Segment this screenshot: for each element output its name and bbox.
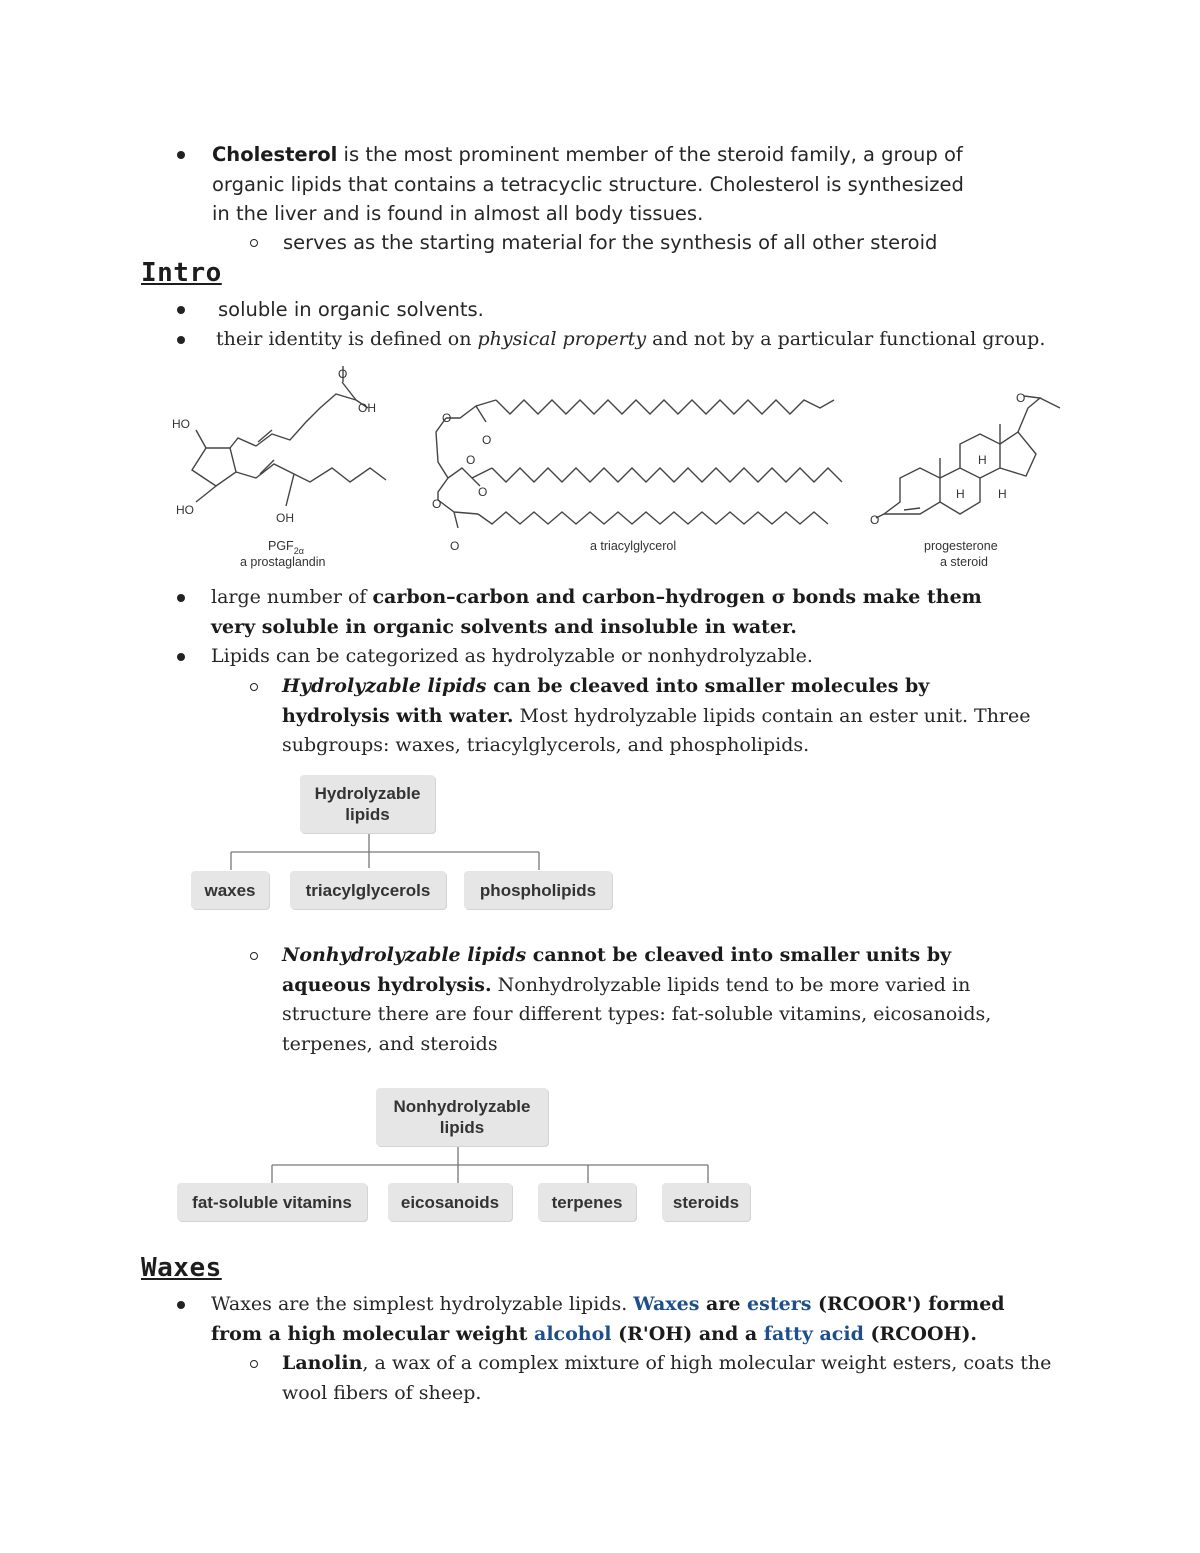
bold-text: cannot be cleaved into smaller units by [526, 944, 952, 966]
lanolin-term: Lanolin [282, 1352, 363, 1374]
bullet [177, 1301, 185, 1309]
lanolin-text [282, 1349, 1051, 1408]
text: and not by a particular functional group. [646, 328, 1046, 350]
atom-oh: OH [358, 401, 376, 415]
bullet [177, 594, 185, 602]
tree-node: triacylglycerols [290, 871, 446, 909]
bold-text: (R'OH) and a [611, 1322, 764, 1345]
text: is the most prominent member of the steroid family, a group of [337, 143, 963, 166]
sub-bullet [250, 239, 258, 247]
tag-name: a triacylglycerol [590, 539, 677, 553]
pg-upper-chain [230, 394, 356, 448]
atom-o: O [450, 539, 460, 553]
bold-text: can be cleaved into smaller molecules by [486, 675, 930, 697]
sub-bullet [250, 1360, 258, 1368]
steroid-ring-a [884, 468, 940, 514]
atom-h: H [956, 487, 965, 501]
pg-bond [196, 430, 206, 448]
categories-text: Lipids can be categorized as hydrolyzable or nonhydrolyzable. [211, 645, 813, 667]
nonhydrolyzable-text [282, 941, 991, 1059]
tree-root: Nonhydrolyzable lipids [376, 1088, 548, 1146]
pg-name: $PGF_{2\alpha}$ [268, 539, 304, 556]
pg-double-bond [260, 460, 274, 474]
tag-ester-2 [448, 468, 492, 486]
link-fatty-acid[interactable]: fatty acid [763, 1322, 864, 1345]
pg-bond [196, 486, 216, 502]
text: in the liver and is found in almost all body tissues. [212, 202, 704, 225]
atom-o: O [482, 433, 492, 447]
sub-bullet [250, 952, 258, 960]
bullet [177, 151, 185, 159]
progesterone-class: a steroid [940, 555, 988, 569]
bold-text: very soluble in organic solvents and insoluble in water. [211, 615, 797, 638]
text: Nonhydrolyzable lipids tend to be more varied in [491, 973, 971, 996]
text: structure there are four different types: fat-soluble vitamins, eicosanoids, [282, 1003, 992, 1025]
tree-connectors [268, 1147, 714, 1187]
cholesterol-paragraph [212, 140, 964, 229]
tag-chain-3 [478, 512, 828, 524]
tree-node: steroids [662, 1183, 750, 1221]
bullet [177, 306, 185, 314]
tag-ester-3 [438, 500, 478, 528]
tag-chain-2 [492, 468, 842, 482]
cholesterol-term: Cholesterol [212, 143, 338, 166]
bold-text: carbon–carbon and carbon–hydrogen σ bonds make them [372, 586, 982, 608]
tree-connectors [225, 834, 545, 874]
text: Most hydrolyzable lipids contain an ester unit. Three [513, 704, 1031, 727]
pg-ring [192, 448, 236, 486]
italic-term: physical property [477, 328, 647, 350]
atom-labels [172, 367, 1025, 553]
waxes-heading: Waxes [141, 1253, 222, 1283]
pg-class: a prostaglandin [240, 555, 326, 569]
intro-bullet-1: soluble in organic solvents. [218, 298, 484, 321]
solubility-text [211, 583, 982, 642]
italic-term: Nonhydrolyzable lipids [282, 944, 527, 966]
tree-node: waxes [191, 871, 269, 909]
atom-ho: HO [176, 503, 194, 517]
text: organic lipids that contains a tetracyclic structure. Cholesterol is synthesized [212, 172, 964, 196]
waxes-definition [211, 1290, 1005, 1349]
tree-node: fat-soluble vitamins [177, 1183, 367, 1221]
tag-ester-1 [446, 400, 496, 422]
steroid-ring-d [1000, 432, 1036, 476]
bold-text: from a high molecular weight [211, 1322, 535, 1345]
steroid-methyl [940, 424, 1000, 478]
atom-o: O [478, 485, 488, 499]
atom-o: O [432, 497, 442, 511]
text: wool fibers of sheep. [282, 1381, 482, 1404]
bold-text: are [699, 1293, 748, 1315]
bold-text: (RCOOR') formed [811, 1293, 1005, 1315]
atom-ho: HO [172, 417, 190, 431]
text: their identity is defined on [216, 328, 478, 350]
lipid-structures-figure [160, 360, 1070, 580]
progesterone-name: progesterone [924, 539, 998, 553]
pg-lower-chain [236, 464, 386, 506]
tag-backbone [436, 418, 448, 500]
atom-oh: OH [276, 511, 294, 525]
tree-root: Hydrolyzable lipids [300, 775, 435, 833]
atom-o: O [1016, 391, 1026, 405]
text: Waxes are the simplest hydrolyzable lipids. [211, 1293, 634, 1315]
text: terpenes, and steroids [282, 1032, 498, 1055]
atom-o: O [442, 411, 452, 425]
steroid-note: serves as the starting material for the synthesis of all other steroid [283, 231, 938, 254]
italic-term: Hydrolyzable lipids [282, 675, 487, 697]
bold-text: aqueous hydrolysis. [282, 973, 492, 996]
atom-o: O [466, 453, 476, 467]
tree-node: terpenes [538, 1183, 636, 1221]
link-alcohol[interactable]: alcohol [534, 1322, 612, 1345]
tree-node: phospholipids [464, 871, 612, 909]
atom-h: H [978, 453, 987, 467]
text: subgroups: waxes, triacylglycerols, and phospholipids. [282, 734, 810, 756]
text: , a wax of a complex mixture of high molecular weight esters, coats the [362, 1352, 1052, 1374]
intro-heading: Intro [141, 258, 222, 288]
bullet [177, 653, 185, 661]
tag-chain-1 [496, 400, 834, 414]
link-esters[interactable]: esters [747, 1293, 812, 1315]
atom-o: O [338, 367, 348, 381]
text: large number of [211, 586, 373, 608]
bold-text: hydrolysis with water. [282, 704, 514, 727]
bold-text: (RCOOH). [863, 1322, 978, 1345]
sub-bullet [250, 683, 258, 691]
atom-h: H [998, 487, 1007, 501]
atom-o: O [870, 513, 880, 527]
hydrolyzable-text [282, 672, 1031, 761]
steroid-double-bond [904, 508, 920, 510]
tree-node: eicosanoids [388, 1183, 512, 1221]
link-waxes[interactable]: Waxes [633, 1293, 700, 1315]
bullet [177, 336, 185, 344]
intro-bullet-2 [216, 325, 1045, 355]
